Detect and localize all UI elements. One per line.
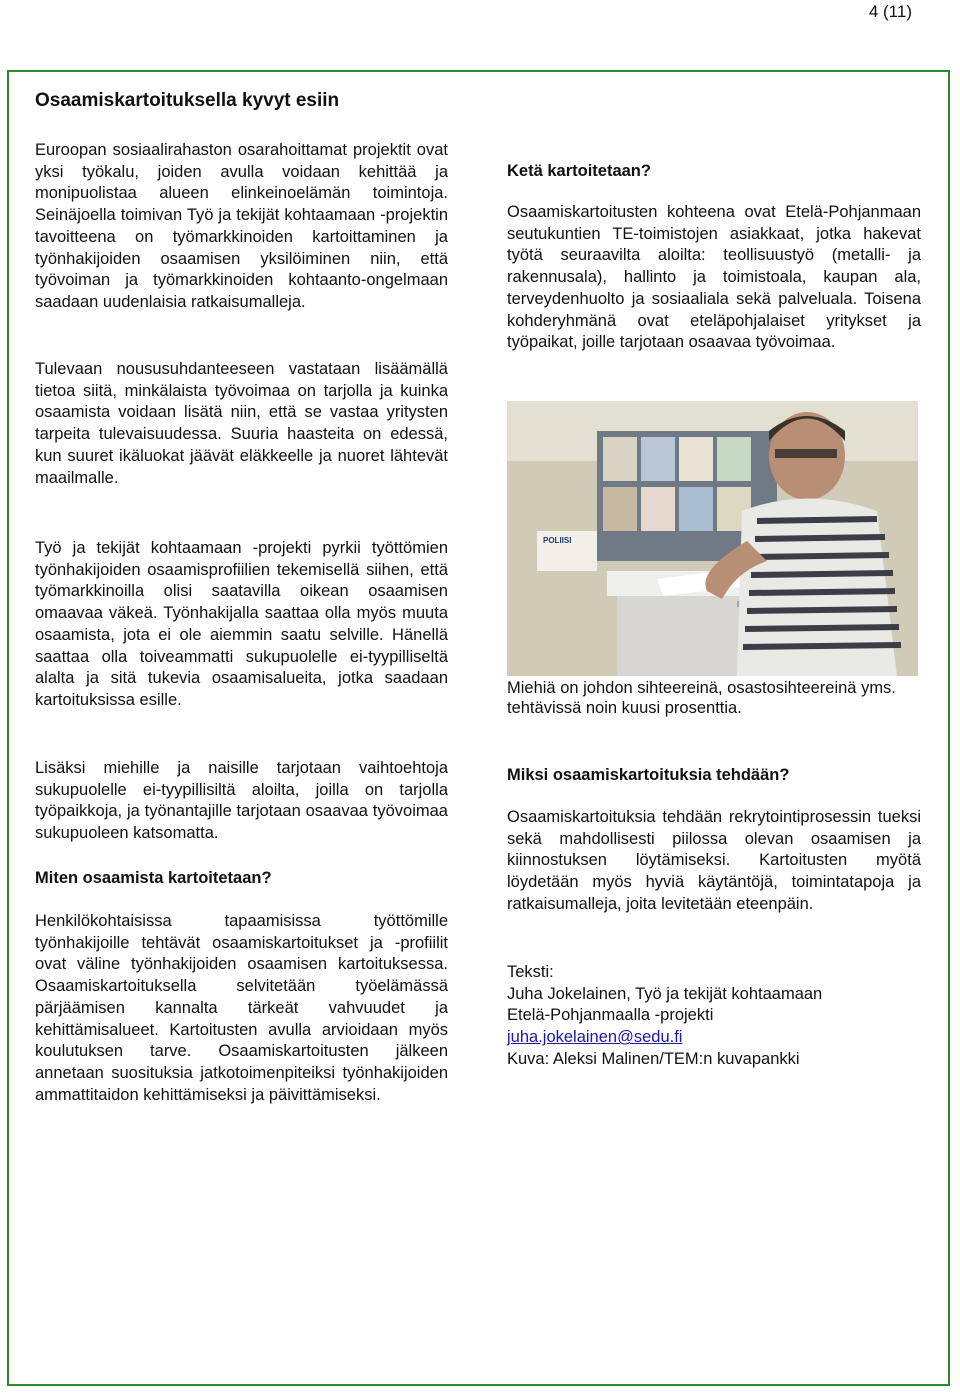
paragraph-project: Työ ja tekijät kohtaamaan -projekti pyrkii työttömien työnhakijoiden osaamisprofiilien tekemisellä siihen, että työmarkkinoilla olisi saatavilla oikean osaamisen omaavaa väkeä. Työnhakijalla saattaa olla myös muuta osaamista, jota ei ole aiemmin saatu selville. Hänellä saattaa olla toiveammatti sukupuolelle ei-tyypilliseltä alalta ja sitä tukevia osaamisalueita, jotka saadaan kartoituksissa esille. <box>35 539 448 709</box>
paragraph-method: Henkilökohtaisissa tapaamisissa työttömille työnhakijoille tehtävät osaamiskartoitukset ja -profiilit ovat väline työnhakijoiden osaamisen kartoituksessa. Osaamiskartoituksella selvitetään työelämässä pärjäämisen kannalta tärkeät vahvuudet ja kehittämisalueet. Kartoitusten avulla arvioidaan myös koulutuksen tarve. Osaamiskartoitusten jälkeen annetaan suosituksia jatkotoimenpiteiksi työnhakijoiden ammattitaidon kehittämiseksi ja päivittämiseksi. <box>35 912 448 1104</box>
paragraph-options: Lisäksi miehille ja naisille tarjotaan vaihtoehtoja sukupuolelle ei-tyypillisiltä aloilta, joilla on tarjolla työpaikkoja, ja työnantajille tarjotaan osaavaa työvoimaa sukupuoleen katsomatta. <box>35 759 448 843</box>
section-heading-how: Miten osaamista kartoitetaan? <box>35 869 272 887</box>
paragraph-why: Osaamiskartoituksia tehdään rekrytointiprosessin tueksi sekä mahdollisesti piilossa olevan osaamisen ja kiinnostuksen löytämiseksi. Kartoitusten myötä löydetään myös hyviä käytäntöjä, toimintatapoja ja ratkaisumalleja, joita levitetään eteenpäin. <box>507 808 921 913</box>
credits-author: Juha Jokelainen, Työ ja tekijät kohtaamaan <box>507 984 823 1003</box>
article-title: Osaamiskartoituksella kyvyt esiin <box>35 90 340 111</box>
paragraph-intro: Euroopan sosiaalirahaston osarahoittamat projektit ovat yksi työkalu, joiden avulla voidaan kehittää ja monipuolistaa alueen elinkeinoelämän toimintoja. Seinäjoella toimivan Työ ja tekijät kohtaamaan -projektin tavoitteena on työmarkkinoiden kartoittaminen ja työnhakijoiden osaamisen yksilöiminen niin, että työvoiman ja työmarkkinoiden kohtaanto-ongelmaan saadaan uudenlaisia ratkaisumalleja. <box>35 141 448 311</box>
photo-caption: Miehiä on johdon sihteereinä, osastosihteereinä yms. tehtävissä noin kuusi prosenttia. <box>507 679 896 717</box>
credits <box>507 962 921 1071</box>
section-heading-why: Miksi osaamiskartoituksia tehdään? <box>507 766 790 784</box>
paragraph-future: Tulevaan noususuhdanteeseen vastataan lisäämällä tietoa siitä, minkälaista työvoimaa on tarjolla ja kuinka osaamista voidaan lisätä niin, että se vastaa yritysten tarpeita tulevaisuudessa. Suuria haasteita on edessä, kun suuret ikäluokat jäävät eläkkeelle ja nuoret lähtevät maailmalle. <box>35 360 448 487</box>
office-photo <box>507 401 918 676</box>
article-frame <box>7 70 950 1386</box>
email-link[interactable]: juha.jokelainen@sedu.fi <box>507 1028 683 1047</box>
page-number: 4 (11) <box>868 2 912 21</box>
poliisi-label: POLIISI <box>543 536 572 545</box>
paragraph-target: Osaamiskartoitusten kohteena ovat Etelä-Pohjanmaan seutukuntien TE-toimistojen asiakkaat, jotka hakevat työtä seuraavilta aloilta: teollisuustyö (metalli- ja rakennusala), hallinto ja toimistoala, kaupan ala, terveydenhuolto ja sosiaaliala sekä palveluala. Toisena kohderyhmänä ovat eteläpohjalaiset yritykset ja työpaikat, joille tarjotaan osaavaa työvoimaa. <box>507 203 921 352</box>
credits-project: Etelä-Pohjanmaalla -projekti <box>507 1006 714 1025</box>
credits-label: Teksti: <box>507 963 554 981</box>
section-heading-who: Ketä kartoitetaan? <box>507 162 651 180</box>
credits-photo: Kuva: Aleksi Malinen/TEM:n kuvapankki <box>507 1049 800 1068</box>
